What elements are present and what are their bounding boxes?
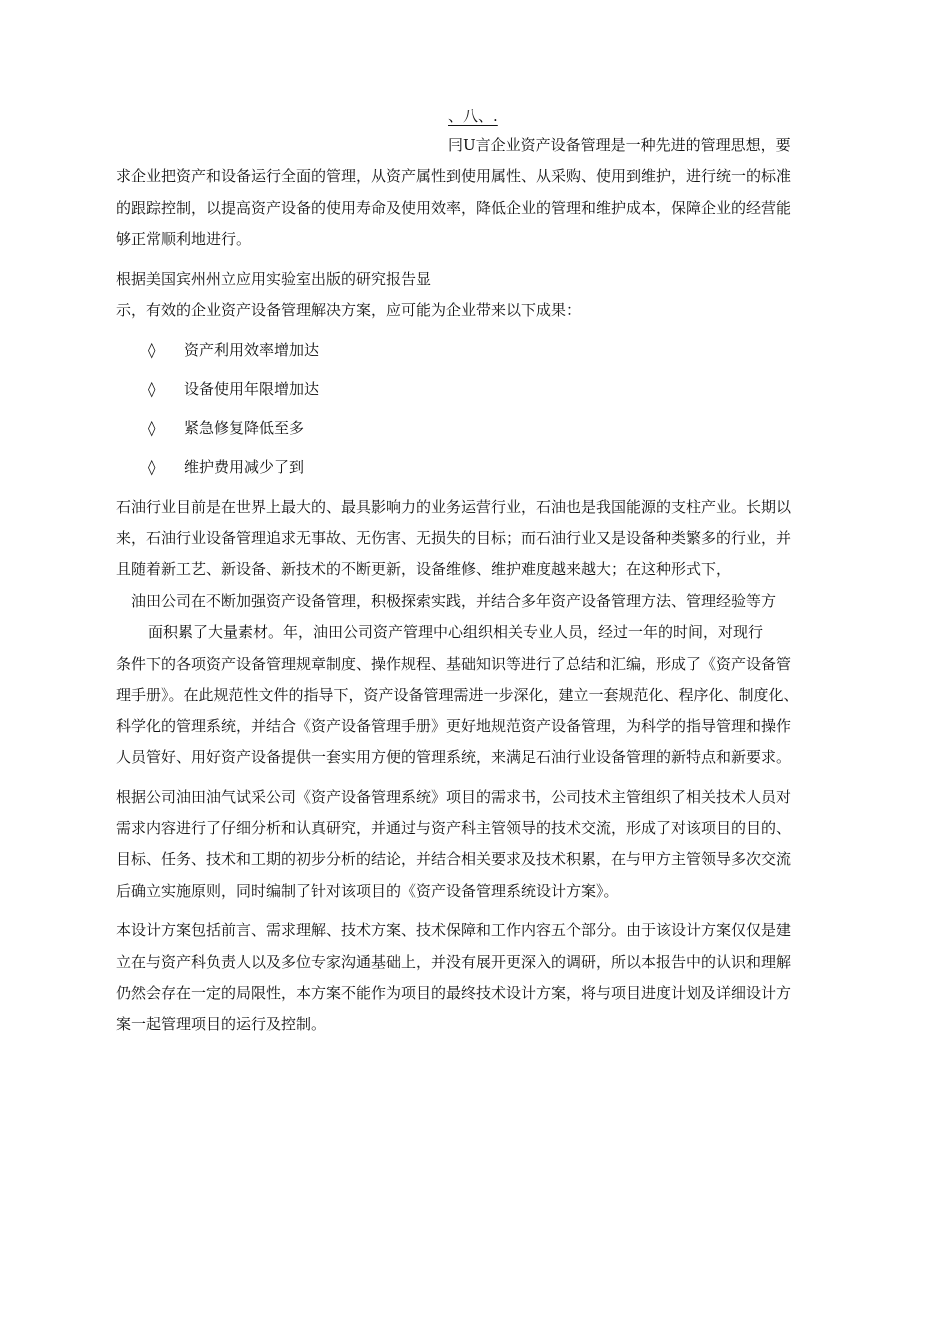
- intro-line-3: 的跟踪控制，以提高资产设备的使用寿命及使用效率，降低企业的管理和维护成本，保障企业的经营能: [116, 199, 792, 217]
- oil-line-5: 面积累了大量素材。年，油田公司资产管理中心组织相关专业人员，经过一年的时间，对现行: [148, 623, 764, 641]
- scope-line-4: 案一起管理项目的运行及控制。: [116, 1015, 327, 1033]
- oil-line-1: 石油行业目前是在世界上最大的、最具影响力的业务运营行业，石油也是我国能源的支柱产业。长期以: [116, 498, 792, 516]
- diamond-bullet-icon: ◊: [148, 341, 156, 359]
- scope-line-2: 立在与资产科负责人以及多位专家沟通基础上，并没有展开更深入的调研，所以本报告中的认识和理解: [116, 953, 792, 971]
- list-item-text: 维护费用减少了到: [184, 458, 305, 476]
- heading-fragment: 、八、.: [448, 107, 498, 125]
- oil-line-9: 人员管好、用好资产设备提供一套实用方便的管理系统，来满足石油行业设备管理的新特点和新要求。: [116, 748, 792, 766]
- requirements-line-2: 需求内容进行了仔细分析和认真研究，并通过与资产科主管领导的技术交流，形成了对该项目的目的、: [116, 819, 792, 837]
- oil-line-8: 科学化的管理系统，并结合《资产设备管理手册》更好地规范资产设备管理，为科学的指导管理和操作: [116, 717, 792, 735]
- requirements-line-3: 目标、任务、技术和工期的初步分析的结论，并结合相关要求及技术积累，在与甲方主管领导多次交流: [116, 850, 792, 868]
- oil-line-4: 油田公司在不断加强资产设备管理，积极探索实践，并结合多年资产设备管理方法、管理经验等方: [131, 592, 777, 610]
- list-item-text: 设备使用年限增加达: [184, 380, 320, 398]
- oil-line-3: 且随着新工艺、新设备、新技术的不断更新，设备维修、维护难度越来越大；在这种形式下，: [116, 560, 732, 578]
- scope-line-3: 仍然会存在一定的局限性，本方案不能作为项目的最终技术设计方案，将与项目进度计划及详细设计方: [116, 984, 792, 1002]
- intro-line-2: 求企业把资产和设备运行全面的管理，从资产属性到使用属性、从采购、使用到维护，进行统一的标准: [116, 167, 792, 185]
- oil-line-2: 来，石油行业设备管理追求无事故、无伤害、无损失的目标；而石油行业又是设备种类繁多的行业，并: [116, 529, 792, 547]
- diamond-bullet-icon: ◊: [148, 380, 156, 398]
- oil-line-7: 理手册》。在此规范性文件的指导下，资产设备管理需进一步深化，建立一套规范化、程序化、制度化、: [116, 686, 799, 704]
- report-line-1: 根据美国宾州州立应用实验室出版的研究报告显: [116, 270, 432, 288]
- requirements-line-1: 根据公司油田油气试采公司《资产设备管理系统》项目的需求书，公司技术主管组织了相关技术人员对: [116, 788, 792, 806]
- intro-line-1: 冃U言企业资产设备管理是一种先进的管理思想，要: [448, 136, 791, 154]
- requirements-line-4: 后确立实施原则，同时编制了针对该项目的《资产设备管理系统设计方案》。: [116, 882, 619, 900]
- intro-line-4: 够正常顺利地进行。: [116, 230, 252, 248]
- diamond-bullet-icon: ◊: [148, 419, 156, 437]
- list-item-text: 资产利用效率增加达: [184, 341, 320, 359]
- report-line-2: 示，有效的企业资产设备管理解决方案，应可能为企业带来以下成果：: [116, 301, 582, 319]
- scope-line-1: 本设计方案包括前言、需求理解、技术方案、技术保障和工作内容五个部分。由于该设计方案仅仅是建: [116, 921, 792, 939]
- diamond-bullet-icon: ◊: [148, 458, 156, 476]
- list-item-text: 紧急修复降低至多: [184, 419, 305, 437]
- oil-line-6: 条件下的各项资产设备管理规章制度、操作规程、基础知识等进行了总结和汇编，形成了《资产设备管: [116, 655, 792, 673]
